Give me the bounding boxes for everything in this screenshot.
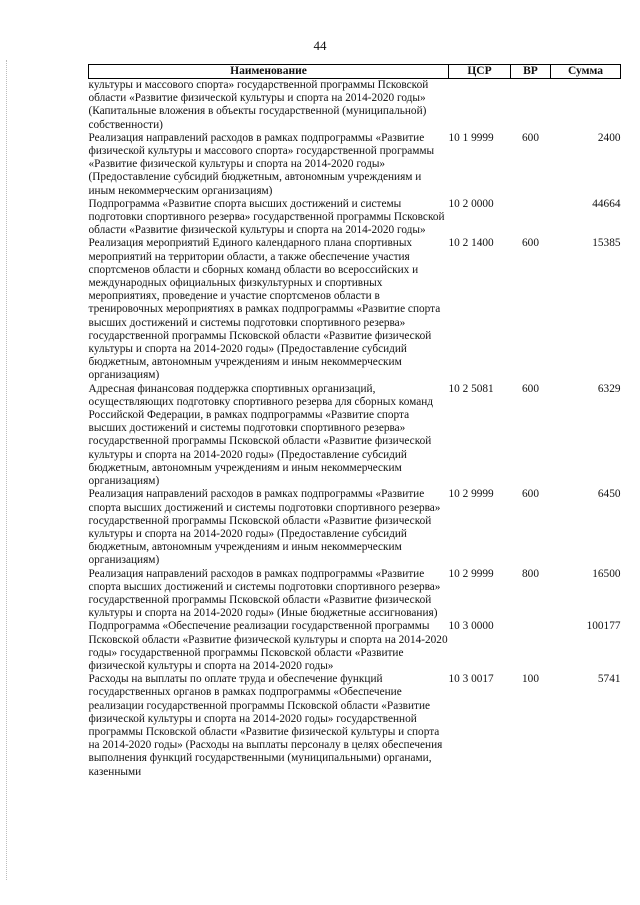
row-sum: 2400	[597, 131, 621, 144]
row-name: Реализация мероприятий Единого календарного плана спортивных мероприятий на территории области, а также обеспечение участия спортсменов области и сборных команд области во всероссийских и международных официальных физкультурных и спортивных мероприятиях, проведение и участие спортсменов области в тренировочных мероприятиях в рамках подпрограммы «Развитие спорта высших достижений и системы подготовки спортивного резерва» государственной программы Псковской области «Развитие физической культуры и спорта на 2014-2020 годы» (Предоставление субсидий бюджетным, автономным учреждениям и иным некоммерческим организациям)	[88, 237, 441, 382]
row-csr	[449, 79, 511, 132]
row-name: Подпрограмма «Развитие спорта высших достижений и системы подготовки спортивного резерва» государственной программы Псковской области «Развитие физической культуры и спорта на 2014-2020 годы»	[88, 197, 445, 237]
row-sum: 6329	[597, 382, 621, 395]
scan-edge-line	[6, 60, 7, 880]
row-csr: 10 3 0017	[448, 673, 494, 686]
row-vr: 600	[522, 488, 539, 501]
row-vr: 600	[522, 131, 539, 144]
row-vr	[511, 198, 551, 238]
row-name: Реализация направлений расходов в рамках подпрограммы «Развитие физической культуры и массового спорта» государственной программы «Развитие физической культуры и спорта на 2014-2020 годы» (Предоставление субсидий бюджетным, автономным учреждениям и иным некоммерческим организациям)	[88, 131, 435, 197]
table-row	[89, 383, 621, 489]
header-sum: Сумма	[551, 65, 621, 79]
row-csr: 10 3 0000	[448, 620, 494, 633]
row-name: Подпрограмма «Обеспечение реализации государственной программы Псковской области «Развитие физической культуры и спорта на 2014-2020 годы» государственной программы Псковской области «Развитие физической культуры и спорта на 2014-2020 годы»	[88, 620, 448, 672]
row-csr: 10 2 1400	[448, 237, 494, 250]
row-csr: 10 2 9999	[448, 488, 494, 501]
row-csr: 10 2 0000	[448, 197, 494, 210]
header-name: Наименование	[89, 65, 449, 79]
row-name: Расходы на выплаты по оплате труда и обеспечение функций государственных органов в рамках подпрограммы «Обеспечение реализации государственной программы Псковской области «Развитие физической культуры и спорта на 2014-2020 годы» государственной программы Псковской области «Развитие физической культуры и спорта на 2014-2020 годы» (Расходы на выплаты персоналу в целях обеспечения выполнения функций государственными (муниципальными) органами, казенными	[88, 673, 443, 778]
row-csr: 10 2 5081	[448, 382, 494, 395]
row-sum: 6450	[597, 488, 621, 501]
header-csr: ЦСР	[449, 65, 511, 79]
table-row	[89, 198, 621, 238]
table-row	[89, 132, 621, 198]
row-sum: 16500	[592, 567, 621, 580]
budget-table	[88, 64, 621, 779]
row-vr: 800	[522, 567, 539, 580]
row-vr	[511, 620, 551, 673]
row-sum: 15385	[592, 237, 621, 250]
row-vr: 600	[522, 382, 539, 395]
row-sum	[551, 79, 621, 132]
row-csr: 10 2 9999	[448, 567, 494, 580]
table-header	[89, 65, 621, 79]
table-row	[89, 673, 621, 779]
table-row	[89, 568, 621, 621]
row-vr: 600	[522, 237, 539, 250]
table-row	[89, 79, 621, 132]
row-sum: 5741	[597, 673, 621, 686]
table-row	[89, 488, 621, 567]
row-name: Адресная финансовая поддержка спортивных организаций, осуществляющих подготовку спортивного резерва для сборных команд Российской Федерации, в рамках подпрограммы «Развитие спорта высших достижений и системы подготовки спортивного резерва» государственной программы Псковской области «Развитие физической культуры и спорта на 2014-2020 годы» (Предоставление субсидий бюджетным, автономным учреждениям и иным некоммерческим организациям)	[88, 382, 434, 488]
row-vr	[511, 79, 551, 132]
table-body	[89, 79, 621, 779]
row-csr: 10 1 9999	[448, 131, 494, 144]
row-vr: 100	[522, 673, 539, 686]
header-vr: ВР	[511, 65, 551, 79]
row-name: культуры и массового спорта» государственной программы Псковской области «Развитие физической культуры и спорта на 2014-2020 годы» (Капитальные вложения в объекты государственной (муниципальной) собственности)	[88, 79, 429, 131]
row-name: Реализация направлений расходов в рамках подпрограммы «Развитие спорта высших достижений и системы подготовки спортивного резерва» государственной программы Псковской области «Развитие физической культуры и спорта на 2014-2020 годы» (Иные бюджетные ассигнования)	[88, 567, 441, 620]
row-sum: 44664	[592, 197, 621, 210]
row-sum: 100177	[586, 620, 621, 633]
page-number: 44	[313, 38, 327, 53]
table-row	[89, 237, 621, 382]
table-row	[89, 620, 621, 673]
row-name: Реализация направлений расходов в рамках подпрограммы «Развитие спорта высших достижений и системы подготовки спортивного резерва» государственной программы Псковской области «Развитие физической культуры и спорта на 2014-2020 годы» (Предоставление субсидий бюджетным, автономным учреждениям и иным некоммерческим организациям)	[88, 488, 441, 567]
